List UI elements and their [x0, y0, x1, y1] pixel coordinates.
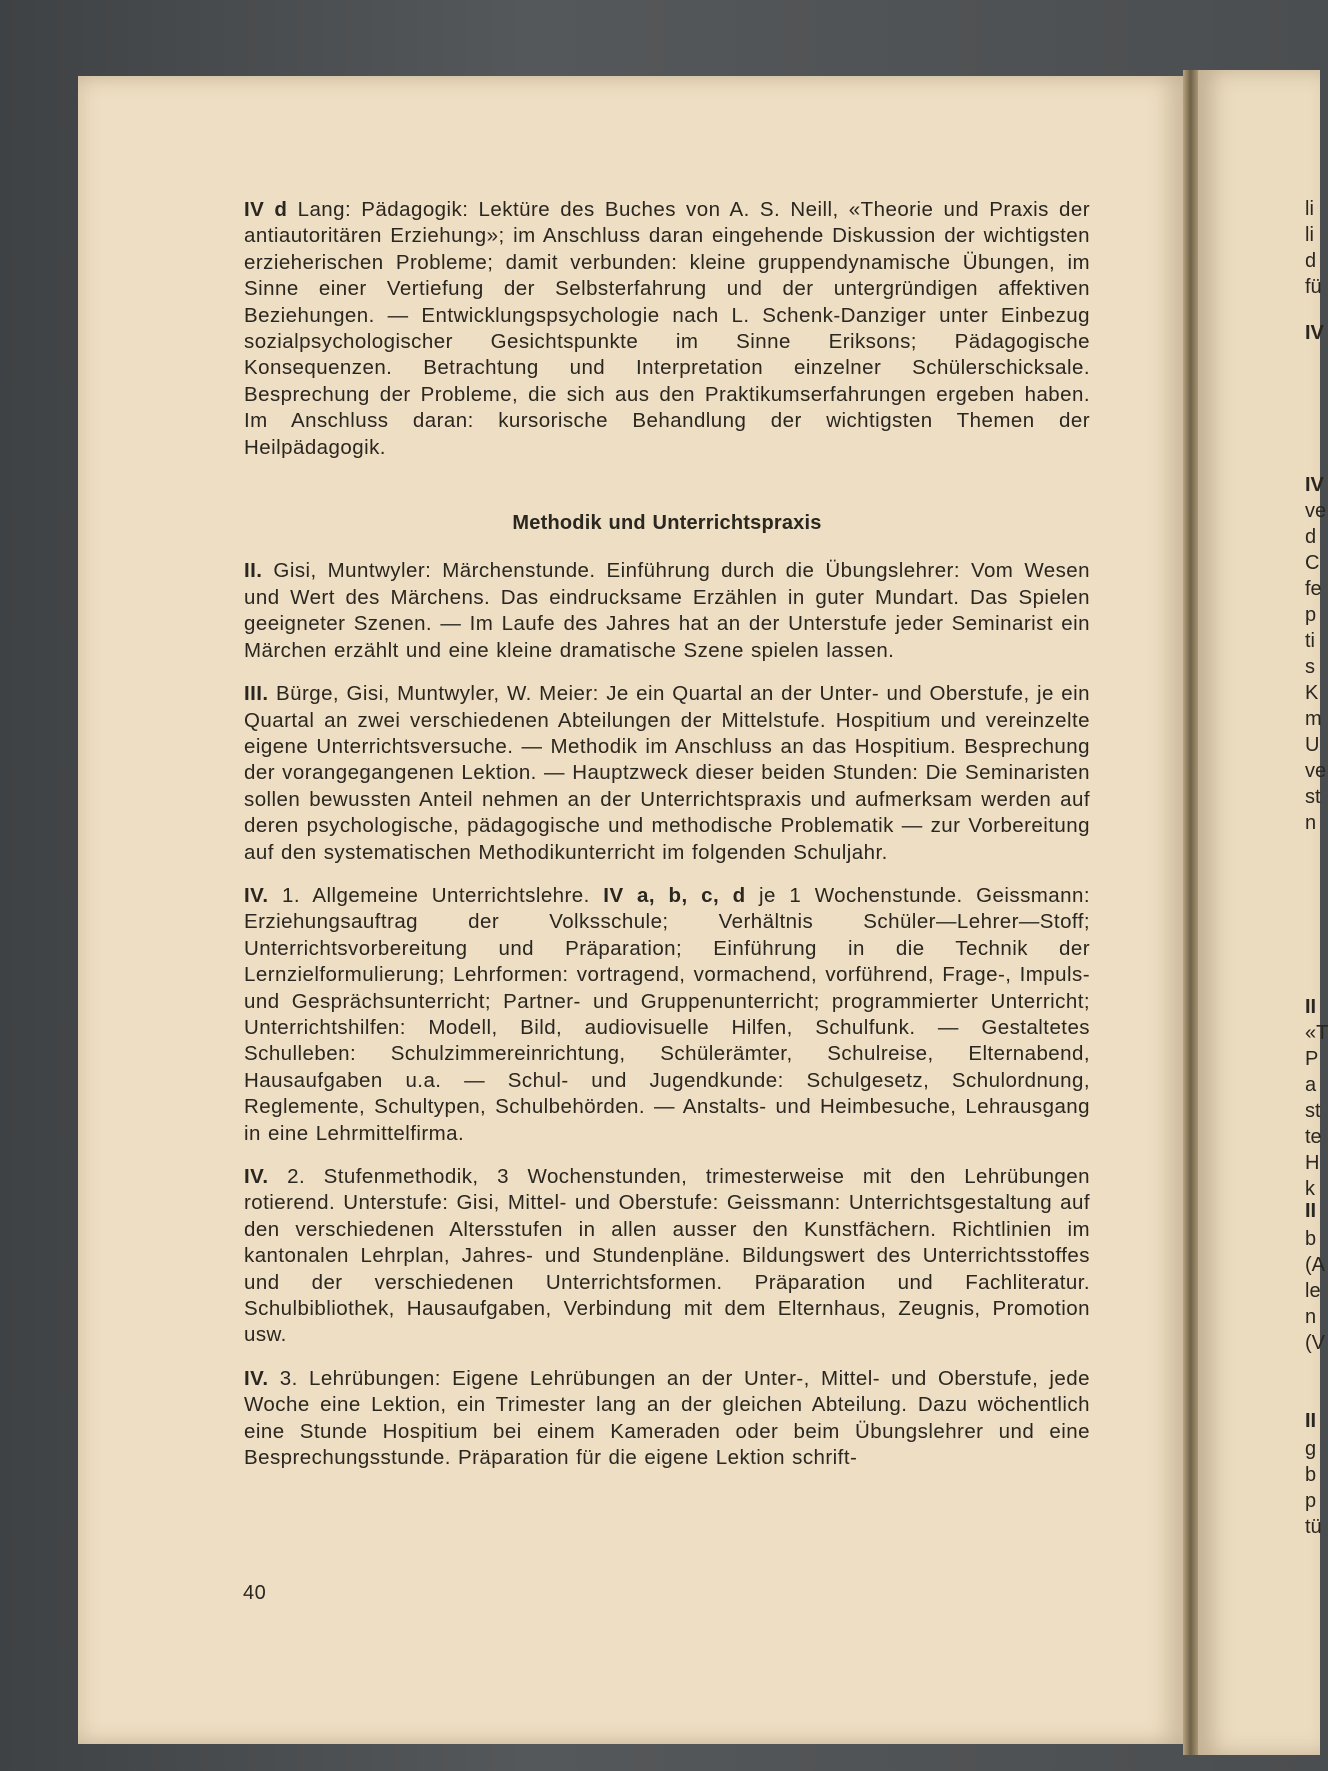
facing-page-fragment: II: [1305, 1410, 1317, 1432]
paragraph-iv-3: [244, 1366, 1090, 1472]
paragraph-iv-1: [244, 883, 1090, 1147]
facing-page-fragment: te: [1305, 1126, 1322, 1148]
facing-page-fragment: m: [1305, 708, 1322, 730]
facing-page-fragment: li: [1305, 198, 1314, 220]
paragraph-text: Bürge, Gisi, Muntwyler, W. Meier: Je ein Quartal an der Unter- und Oberstufe, je ein Quartal an zwei verschiedenen Abteilungen der Mittelstufe. Hospitium und vereinzelte eigene Unterrichtsversuche. — Methodik im Anschluss an das Hospitium. Besprechung der vorangegangenen Lektion. — Hauptzweck dieser beiden Stunden: Die Seminaristen sollen bewussten Anteil nehmen an der Unterrichtspraxis und aufmerksam werden auf deren psychologische, pädagogische und methodische Problematik — zur Vorbereitung auf den systematischen Methodikunterricht im folgenden Schuljahr.: [244, 682, 1090, 864]
facing-page-fragment: k: [1305, 1178, 1315, 1200]
paragraph-lead: III.: [244, 682, 269, 706]
paragraph-iii: [244, 681, 1090, 866]
facing-page-fragment: st: [1305, 786, 1321, 808]
right-page-edge: [1198, 70, 1320, 1755]
facing-page-fragment: fü: [1305, 276, 1322, 298]
facing-page-fragment: p: [1305, 1490, 1317, 1512]
facing-page-fragment: n: [1305, 1306, 1317, 1328]
facing-page-fragment: ve: [1305, 500, 1327, 522]
paragraph-text: Lang: Pädagogik: Lektüre des Buches von A. S. Neill, «Theorie und Praxis der antiautoritären Erziehung»; im Anschluss daran eingehende Diskussion der wichtigsten erzieherischen Probleme; damit verbunden: kleine gruppendynamische Übungen, im Sinne einer Vertiefung der Selbsterfahrung und der untergründigen affektiven Beziehungen. — Entwicklungspsychologie nach L. Schenk-Danziger unter Einbezug sozialpsychologischer Gesichtspunkte im Sinne Eriksons; Pädagogische Konsequenzen. Betrachtung und Interpretation einzelner Schülerschicksale. Besprechung der Probleme, die sich aus den Praktikumserfahrungen ergeben haben. Im Anschluss daran: kursorische Behandlung der wichtigsten Themen der Heilpädagogik.: [244, 198, 1090, 459]
page-body: [244, 197, 1090, 1471]
paragraph-lead: IV.: [244, 1165, 269, 1188]
facing-page-fragment: tü: [1305, 1516, 1322, 1538]
facing-page-fragment: ve: [1305, 760, 1327, 782]
facing-page-fragment: (V: [1305, 1332, 1325, 1354]
paragraph-text: 1. Allgemeine Unterrichtslehre.: [268, 883, 604, 907]
facing-page-fragment: a: [1305, 1074, 1317, 1096]
facing-page-fragment: H: [1305, 1152, 1320, 1174]
paragraph-ii: [244, 558, 1090, 664]
book-gutter: [1183, 70, 1198, 1755]
facing-page-fragment: K: [1305, 682, 1319, 704]
paragraph-text: 3. Lehrübungen: Eigene Lehrübungen an der Unter-, Mittel- und Oberstufe, jede Woche eine Lektion, ein Trimester lang an der gleichen Abteilung. Dazu wöchentlich eine Stunde Hospitium bei einem Kameraden oder beim Übungslehrer und eine Besprechungsstunde. Präparation für die eigene Lektion schrift-: [244, 1366, 1090, 1470]
facing-page-fragment: II: [1305, 996, 1317, 1018]
facing-page-fragment: li: [1305, 224, 1314, 246]
facing-page-fragment: IV: [1305, 474, 1324, 496]
paragraph-text: Gisi, Muntwyler: Märchenstunde. Einführung durch die Übungslehrer: Vom Wesen und Wert des Märchens. Das eindrucksame Erzählen in guter Mundart. Das Spielen geeigneter Szenen. — Im Laufe des Jahres hat an der Unterstufe jeder Seminarist ein Märchen erzählt und eine kleine dramatische Szene spielen lassen.: [244, 559, 1090, 662]
facing-page-fragment: b: [1305, 1464, 1317, 1486]
paragraph-iv-2: [244, 1164, 1090, 1349]
paragraph-lead: IV d: [244, 198, 288, 221]
facing-page-fragment: d: [1305, 250, 1317, 272]
facing-page-fragment: le: [1305, 1280, 1321, 1302]
paragraph-text: 2. Stufenmethodik, 3 Wochenstunden, trimesterweise mit den Lehrübungen rotierend. Unterstufe: Gisi, Mittel- und Oberstufe: Geissmann: Unterrichtsgestaltung auf den verschiedenen Altersstufen in allen ausser den Kunstfächern. Richtlinien im kantonalen Lehrplan, Jahres- und Stundenpläne. Bildungswert des Unterrichtsstoffes und der verschiedenen Unterrichtsformen. Präparation und Fachliteratur. Schulbibliothek, Hausaufgaben, Verbindung mit dem Elternhaus, Zeugnis, Promotion usw.: [244, 1165, 1090, 1347]
facing-page-fragment: ti: [1305, 630, 1315, 652]
facing-page-fragment: C: [1305, 552, 1320, 574]
facing-page-fragment: b: [1305, 1228, 1317, 1250]
facing-page-fragment: IV: [1305, 322, 1324, 344]
page-number: 40: [243, 1582, 267, 1604]
facing-page-fragment: p: [1305, 604, 1317, 626]
facing-page-fragment: s: [1305, 656, 1315, 678]
facing-page-fragment: g: [1305, 1438, 1317, 1460]
paragraph-iv-d: [244, 197, 1090, 461]
paragraph-text: je 1 Wochenstunde. Geissmann: Erziehungsauftrag der Volksschule; Verhältnis Schüler—Lehrer—Stoff; Unterrichtsvorbereitung und Präparation; Einführung in die Technik der Lernzielformulierung; Lehrformen: vortragend, vormachend, vorführend, Frage-, Impuls- und Gesprächsunterricht; Partner- und Gruppenunterricht; programmierter Unterricht; Unterrichtshilfen: Modell, Bild, audiovisuelle Hilfen, Schulfunk. — Gestaltetes Schulleben: Schulzimmereinrichtung, Schülerämter, Schulreise, Elternabend, Hausaufgaben u.a. — Schul- und Jugendkunde: Schulgesetz, Schulordnung, Reglemente, Schultypen, Schulbehörden. — Anstalts- und Heimbesuche, Lehrausgang in eine Lehrmittelfirma.: [244, 883, 1091, 1145]
facing-page-fragment: II: [1305, 1200, 1317, 1222]
facing-page-fragment: n: [1305, 812, 1317, 834]
facing-page-fragment: (A: [1305, 1254, 1325, 1276]
facing-page-fragment: U: [1305, 734, 1320, 756]
facing-page-fragment: P: [1305, 1048, 1319, 1070]
paragraph-lead: IV.: [244, 1366, 269, 1390]
facing-page-fragment: st: [1305, 1100, 1321, 1122]
paragraph-lead: IV.: [244, 883, 269, 907]
paragraph-inline-bold: IV a, b, c, d: [603, 883, 746, 907]
facing-page-fragment: «T: [1305, 1022, 1328, 1044]
paragraph-lead: II.: [244, 559, 263, 583]
facing-page-fragment: d: [1305, 526, 1317, 548]
facing-page-fragment: fe: [1305, 578, 1322, 600]
section-heading: Methodik und Unterrichtspraxis: [512, 512, 822, 535]
